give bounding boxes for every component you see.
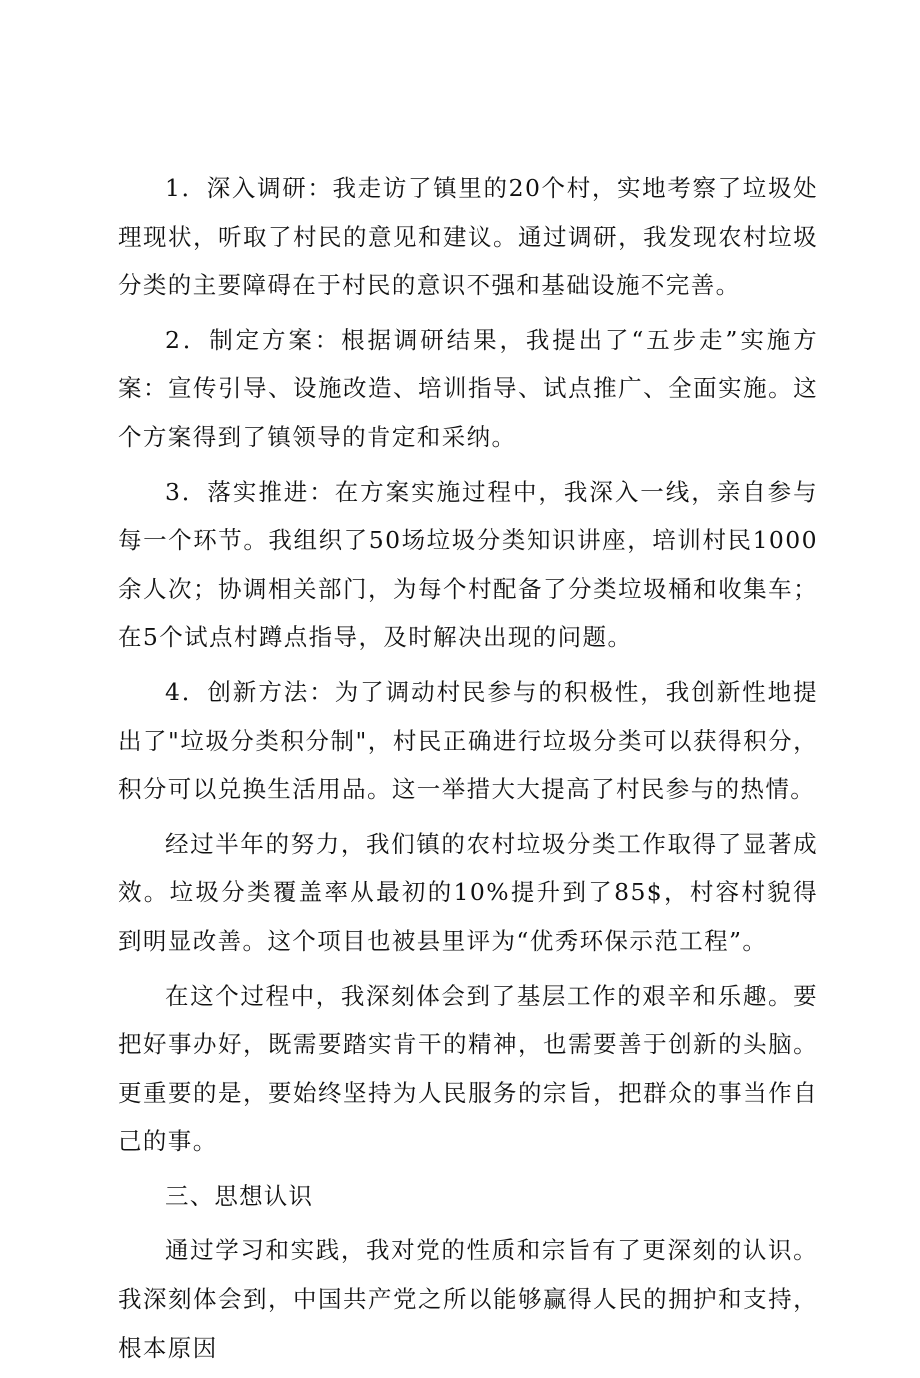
paragraph-party-understanding: 通过学习和实践，我对党的性质和宗旨有了更深刻的认识。我深刻体会到，中国共产党之所以能够赢得人民的拥护和支持，根本原因 (118, 1236, 818, 1362)
paragraph-innovation: 4．创新方法：为了调动村民参与的积极性，我创新性地提出了"垃圾分类积分制"，村民正确进行垃圾分类可以获得积分，积分可以兑换生活用品。这一举措大大提高了村民参与的热情。 (118, 677, 818, 804)
paragraph-results: 经过半年的努力，我们镇的农村垃圾分类工作取得了显著成效。垃圾分类覆盖率从最初的10%提升到了85$，村容村貌得到明显改善。这个项目也被县里评为“优秀环保示范工程”。 (118, 829, 818, 955)
section-heading-ideological-understanding: 三、思想认识 (165, 1181, 314, 1210)
document-body (118, 164, 818, 1378)
paragraph-deep-research: 1．深入调研：我走访了镇里的20个村，实地考察了垃圾处理现状，听取了村民的意见和建议。通过调研，我发现农村垃圾分类的主要障碍在于村民的意识不强和基础设施不完善。 (118, 174, 818, 300)
paragraph-formulate-plan: 2．制定方案：根据调研结果，我提出了“五步走”实施方案：宣传引导、设施改造、培训指导、试点推广、全面实施。这个方案得到了镇领导的肯定和采纳。 (118, 325, 818, 451)
paragraph-implementation: 3．落实推进：在方案实施过程中，我深入一线，亲自参与每一个环节。我组织了50场垃圾分类知识讲座，培训村民1000余人次；协调相关部门，为每个村配备了分类垃圾桶和收集车；在5个试点村蹲点指导，及时解决出现的问题。 (118, 477, 818, 652)
paragraph-reflection: 在这个过程中，我深刻体会到了基层工作的艰辛和乐趣。要把好事办好，既需要踏实肯干的精神，也需要善于创新的头脑。更重要的是，要始终坚持为人民服务的宗旨，把群众的事当作自己的事。 (118, 981, 818, 1156)
